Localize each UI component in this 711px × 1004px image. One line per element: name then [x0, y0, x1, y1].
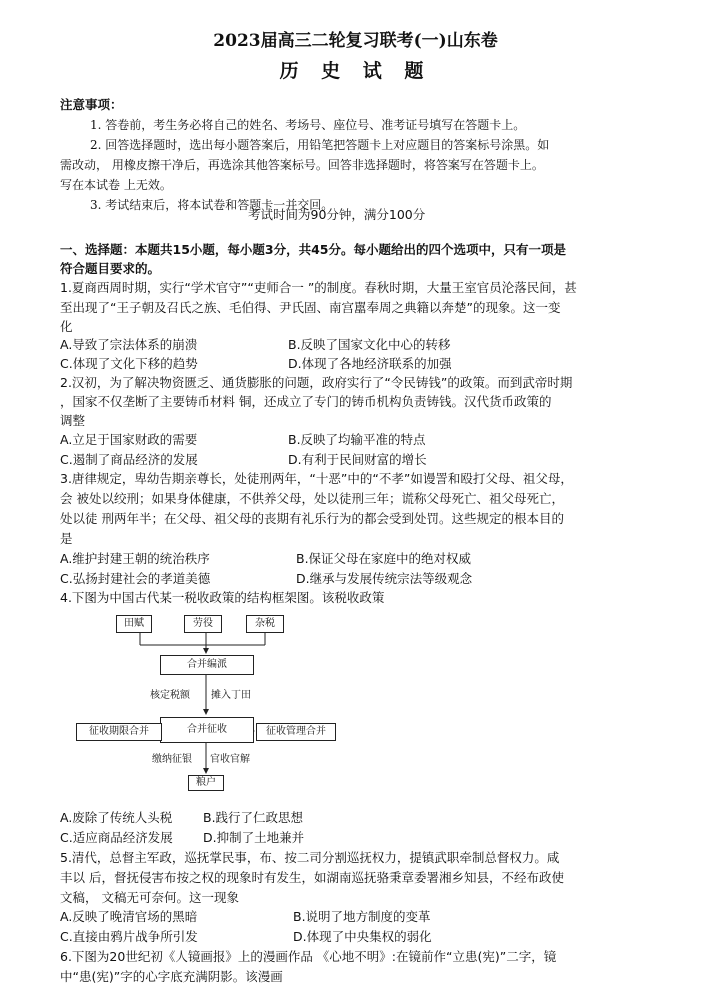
diagram-label-assess: 核定税额	[150, 690, 190, 701]
diagram-label-apportion: 摊入丁田	[211, 690, 251, 701]
option-c: C.遏制了商品经济的发展	[60, 452, 198, 467]
diagram-label-official-collect: 官收官解	[210, 754, 250, 765]
option-c: C.体现了文化下移的趋势	[60, 356, 198, 371]
question-3-text: 会 被处以绞刑；如果身体健康，不供养父母，处以徒刑三年；谎称父母死亡、祖父母死亡，	[60, 491, 564, 506]
option-b: B.反映了国家文化中心的转移	[288, 337, 451, 352]
option-b: B.保证父母在家庭中的绝对权威	[296, 551, 472, 566]
diagram-box-merge-collect: 合并征收	[160, 717, 254, 743]
subject-title: 历 史 试 题	[279, 60, 432, 82]
option-a: A.维护封建王朝的统治秩序	[60, 551, 210, 566]
notice-line: 需改动， 用橡皮擦干净后，再选涂其他答案标号。回答非选择题时，将答案写在答题卡上。	[60, 158, 544, 172]
question-1-text: 至出现了“王子朝及召氏之族、毛伯得、尹氏固、南宫嚚奉周之典籍以奔楚”的现象。这一变	[60, 300, 561, 315]
section-heading: 符合题目要求的。	[60, 261, 161, 276]
option-b: B.反映了均输平准的特点	[288, 432, 426, 447]
exam-title: 2023届高三二轮复习联考(一)山东卷	[213, 31, 498, 51]
diagram-connectors	[76, 613, 336, 793]
option-a: A.导致了宗法体系的崩溃	[60, 337, 198, 352]
question-5-text: 5.清代，总督主军政，巡抚掌民事，布、按二司分割巡抚权力，提镇武职牵制总督权力。咸	[60, 850, 560, 865]
diagram-label-pay-silver: 缴纳征银	[152, 754, 192, 765]
notice-line: 2. 回答选择题时，选出每小题答案后，用铅笔把答题卡上对应题目的答案标号涂黑。如	[90, 138, 550, 152]
question-4-text: 4.下图为中国古代某一税收政策的结构框架图。该税收政策	[60, 590, 385, 605]
diagram-box-merge-assign: 合并编派	[160, 655, 254, 675]
question-3-text: 处以徒 刑两年半；在父母、祖父母的丧期有礼乐行为的都会受到处罚。这些规定的根本目的	[60, 511, 564, 526]
option-c: C.弘扬封建社会的孝道美德	[60, 571, 211, 586]
question-1-text: 化	[60, 319, 73, 334]
option-c: C.适应商品经济发展	[60, 830, 173, 845]
question-3-text: 3.唐律规定，卑幼告期亲尊长，处徒刑两年，“十恶”中的“不孝”如谩詈和殴打父母、祖父母，	[60, 471, 573, 486]
option-d: D.继承与发展传统宗法等级观念	[296, 571, 473, 586]
question-1-text: 1.夏商西周时期，实行“学术官守”“吏师合一 ”的制度。春秋时期，大量王室官员沦落民间，甚	[60, 280, 577, 295]
option-c: C.直接由鸦片战争所引发	[60, 929, 198, 944]
question-6-text: 中“患(宪)”字的心字底充满阴影。该漫画	[60, 969, 283, 984]
question-2-text: 调整	[60, 413, 86, 428]
notice-line: 1. 答卷前，考生务必将自己的姓名、考场号、座位号、准考证号填写在答题卡上。	[90, 118, 526, 132]
question-5-text: 丰以 后，督抚侵害布按之权的现象时有发生，如湖南巡抚骆秉章委署湘乡知县，不经布政使	[60, 870, 564, 885]
option-d: D.有利于民间财富的增长	[288, 452, 427, 467]
diagram-box-households: 粮户	[188, 775, 224, 791]
question-2-text: 2.汉初，为了解决物资匮乏、通货膨胀的问题，政府实行了“令民铸钱”的政策。而到武帝时期	[60, 375, 573, 390]
option-a: A.立足于国家财政的需要	[60, 432, 198, 447]
diagram-box-corvee: 劳役	[184, 615, 222, 633]
question-2-text: ，国家不仅垄断了主要铸币材料 铜，还成立了专门的铸币机构负责铸钱。汉代货币政策的	[60, 394, 552, 409]
diagram-box-period-merge: 征收期限合并	[76, 723, 162, 741]
exam-time: 考试时间为90分钟，满分100分	[248, 207, 426, 222]
option-d: D.抑制了土地兼并	[203, 830, 305, 845]
notice-heading: 注意事项：	[60, 97, 123, 112]
section-heading: 一、选择题：本题共15小题，每小题3分，共45分。每小题给出的四个选项中，只有一项是	[60, 242, 566, 257]
diagram-box-management-merge: 征收管理合并	[256, 723, 336, 741]
diagram-box-misc-tax: 杂税	[246, 615, 284, 633]
notice-line: 3. 考试结束后，将本试卷和答题卡一并交回。	[90, 198, 334, 212]
option-d: D.体现了中央集权的弱化	[293, 929, 432, 944]
option-a: A.反映了晚清官场的黑暗	[60, 909, 198, 924]
question-3-text: 是	[60, 531, 73, 546]
option-b: B.践行了仁政思想	[203, 810, 304, 825]
question-6-text: 6.下图为20世纪初《人镜画报》上的漫画作品 《心地不明》:在镜前作“立患(宪)”二字，镜	[60, 949, 557, 964]
question-5-text: 文稿， 文稿无可奈何。这一现象	[60, 890, 239, 905]
notice-line: 写在本试卷 上无效。	[60, 178, 172, 192]
option-a: A.废除了传统人头税	[60, 810, 173, 825]
option-b: B.说明了地方制度的变革	[293, 909, 431, 924]
diagram-box-land-tax: 田赋	[116, 615, 152, 633]
option-d: D.体现了各地经济联系的加强	[288, 356, 452, 371]
tax-structure-diagram	[76, 613, 336, 793]
